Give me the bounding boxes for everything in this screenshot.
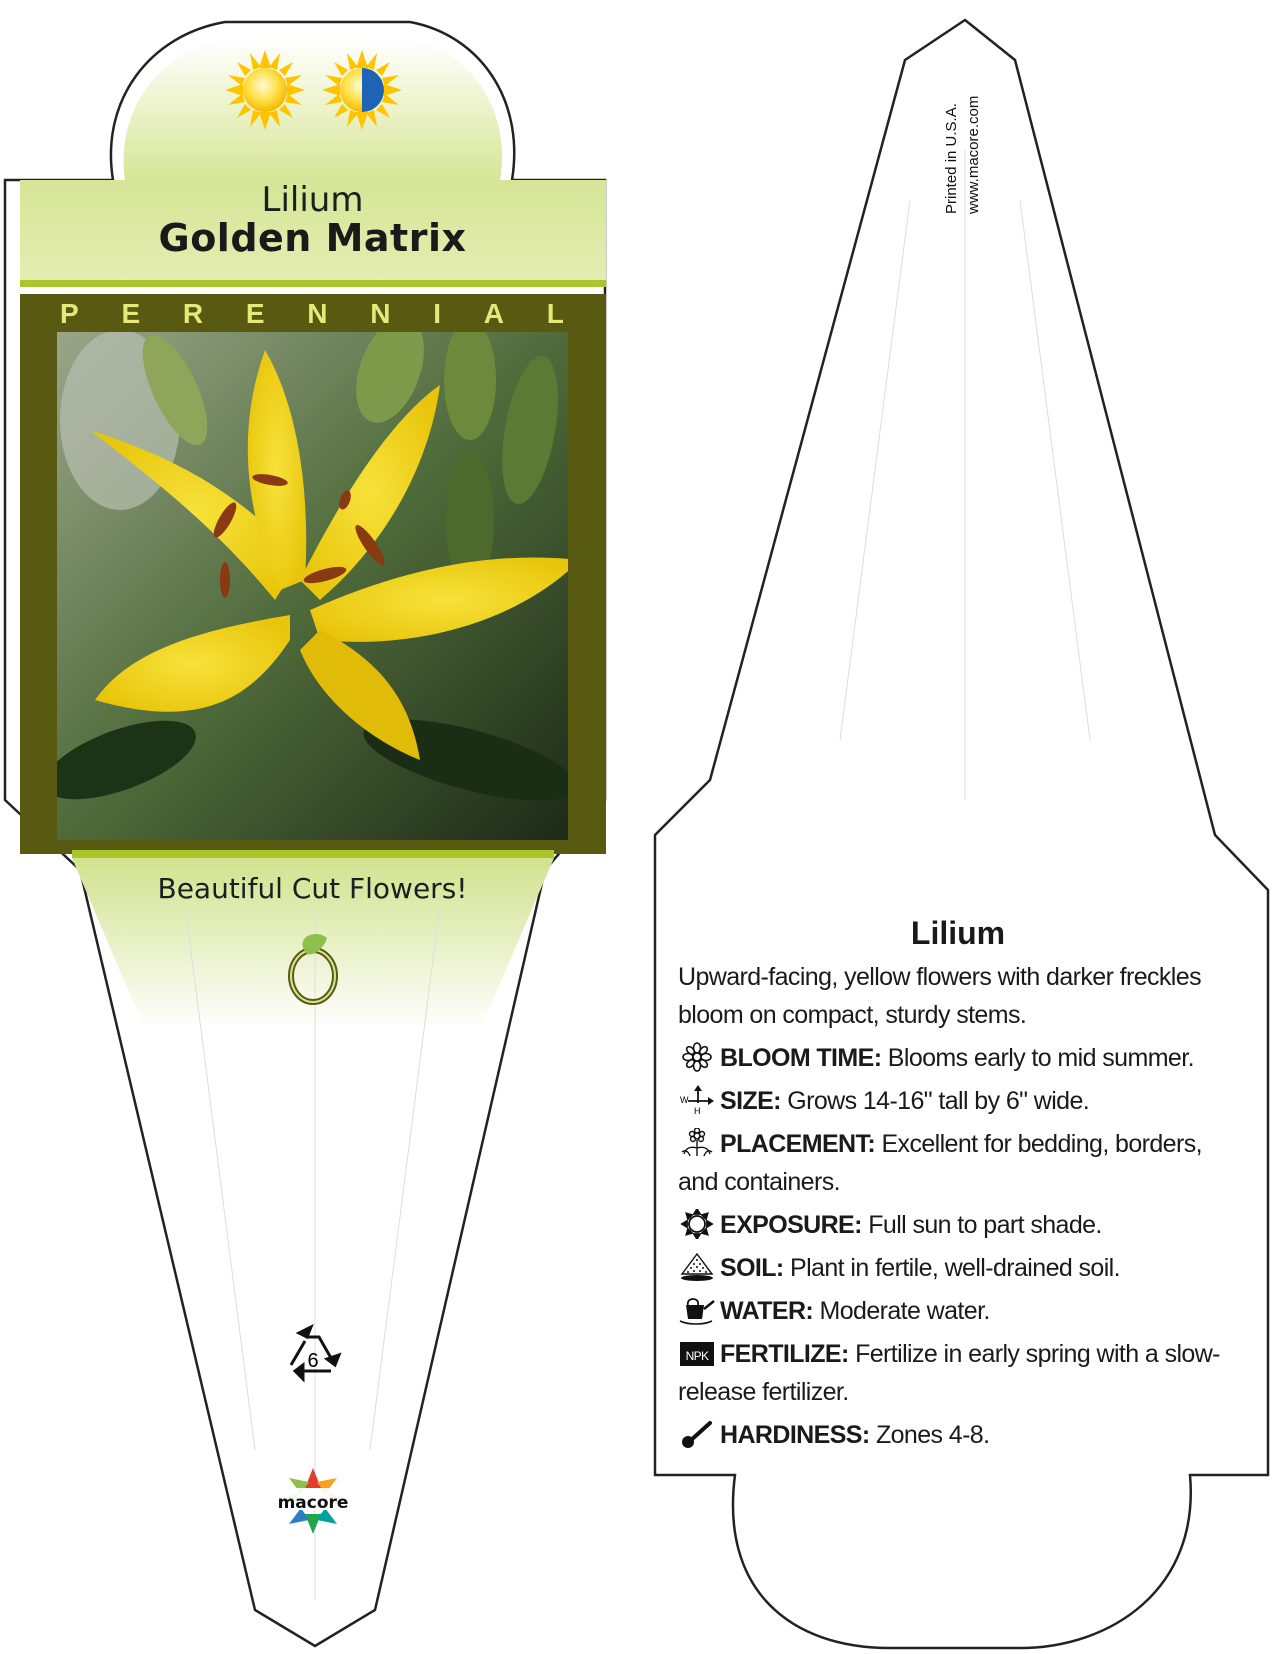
- perennial-letter: A: [483, 298, 505, 329]
- soil-icon: [678, 1252, 716, 1282]
- lime-line-bottom: [72, 850, 554, 858]
- fertilize-label: FERTILIZE:: [720, 1340, 849, 1368]
- printed-info: [943, 44, 982, 214]
- brand-name: macore: [277, 1493, 349, 1513]
- placement-row: [678, 1125, 1238, 1201]
- size-text: Grows 14-16" tall by 6" wide.: [787, 1087, 1090, 1115]
- perennial-label: [22, 298, 602, 332]
- fertilize-text: Fertilize in early spring with a slow-release fertilizer.: [678, 1340, 1220, 1406]
- water-text: Moderate water.: [819, 1297, 990, 1325]
- care-info: [678, 915, 1238, 1454]
- npk-text: NPK: [685, 1349, 709, 1363]
- thermometer-icon: [678, 1419, 716, 1449]
- size-label: SIZE:: [720, 1087, 781, 1115]
- description: Upward-facing, yellow flowers with darker freckles bloom on compact, sturdy stems.: [678, 963, 1201, 1029]
- lime-line-top: [20, 280, 606, 287]
- exposure-text: Full sun to part shade.: [868, 1211, 1102, 1239]
- perennial-letter: P: [60, 298, 79, 329]
- full-sun-icon: [225, 50, 305, 130]
- size-icon-h: H: [694, 1106, 700, 1115]
- exposure-label: EXPOSURE:: [720, 1211, 862, 1239]
- exposure-row: [678, 1206, 1238, 1244]
- water-label: WATER:: [720, 1297, 814, 1325]
- bloom-time-text: Blooms early to mid summer.: [887, 1044, 1194, 1072]
- perennial-letter: N: [307, 298, 328, 329]
- hardiness-text: Zones 4-8.: [875, 1421, 990, 1449]
- perennial-letter: I: [433, 298, 442, 329]
- perennial-letter: E: [121, 298, 141, 329]
- front-variety: Golden Matrix: [158, 216, 467, 260]
- bloom-time-row: [678, 1039, 1238, 1077]
- back-title: Lilium: [910, 915, 1006, 951]
- sun-outline-icon: [678, 1209, 716, 1239]
- soil-text: Plant in fertile, well-drained soil.: [790, 1254, 1120, 1282]
- perennial-letter: N: [370, 298, 391, 329]
- header-tab: [124, 38, 502, 180]
- hardiness-row: [678, 1416, 1238, 1454]
- water-row: [678, 1292, 1238, 1330]
- soil-row: [678, 1249, 1238, 1287]
- printed-in: Printed in U.S.A.: [943, 103, 960, 214]
- size-row: [678, 1082, 1238, 1120]
- front-genus: Lilium: [261, 180, 364, 220]
- placement-label: PLACEMENT:: [720, 1130, 876, 1158]
- perennial-letter: R: [182, 298, 204, 329]
- lily-photo: [35, 308, 584, 840]
- flower-icon: [678, 1042, 716, 1072]
- recycle-number: 6: [307, 1350, 319, 1372]
- perennial-letter: E: [245, 298, 265, 329]
- watering-can-icon: [678, 1295, 716, 1325]
- bloom-time-label: BLOOM TIME:: [720, 1044, 882, 1072]
- part-shade-sun-icon: [322, 50, 402, 130]
- size-icon-w: W: [680, 1095, 688, 1105]
- website-url: www.macore.com: [965, 95, 982, 214]
- npk-icon: [678, 1338, 716, 1368]
- tagline: Beautiful Cut Flowers!: [157, 872, 468, 905]
- placement-text: Excellent for bedding, borders, and containers.: [678, 1130, 1202, 1196]
- fertilize-row: [678, 1335, 1238, 1411]
- soil-label: SOIL:: [720, 1254, 784, 1282]
- perennial-letter: L: [546, 298, 564, 329]
- size-icon: [678, 1085, 716, 1115]
- placement-icon: [678, 1128, 716, 1158]
- hardiness-label: HARDINESS:: [720, 1421, 870, 1449]
